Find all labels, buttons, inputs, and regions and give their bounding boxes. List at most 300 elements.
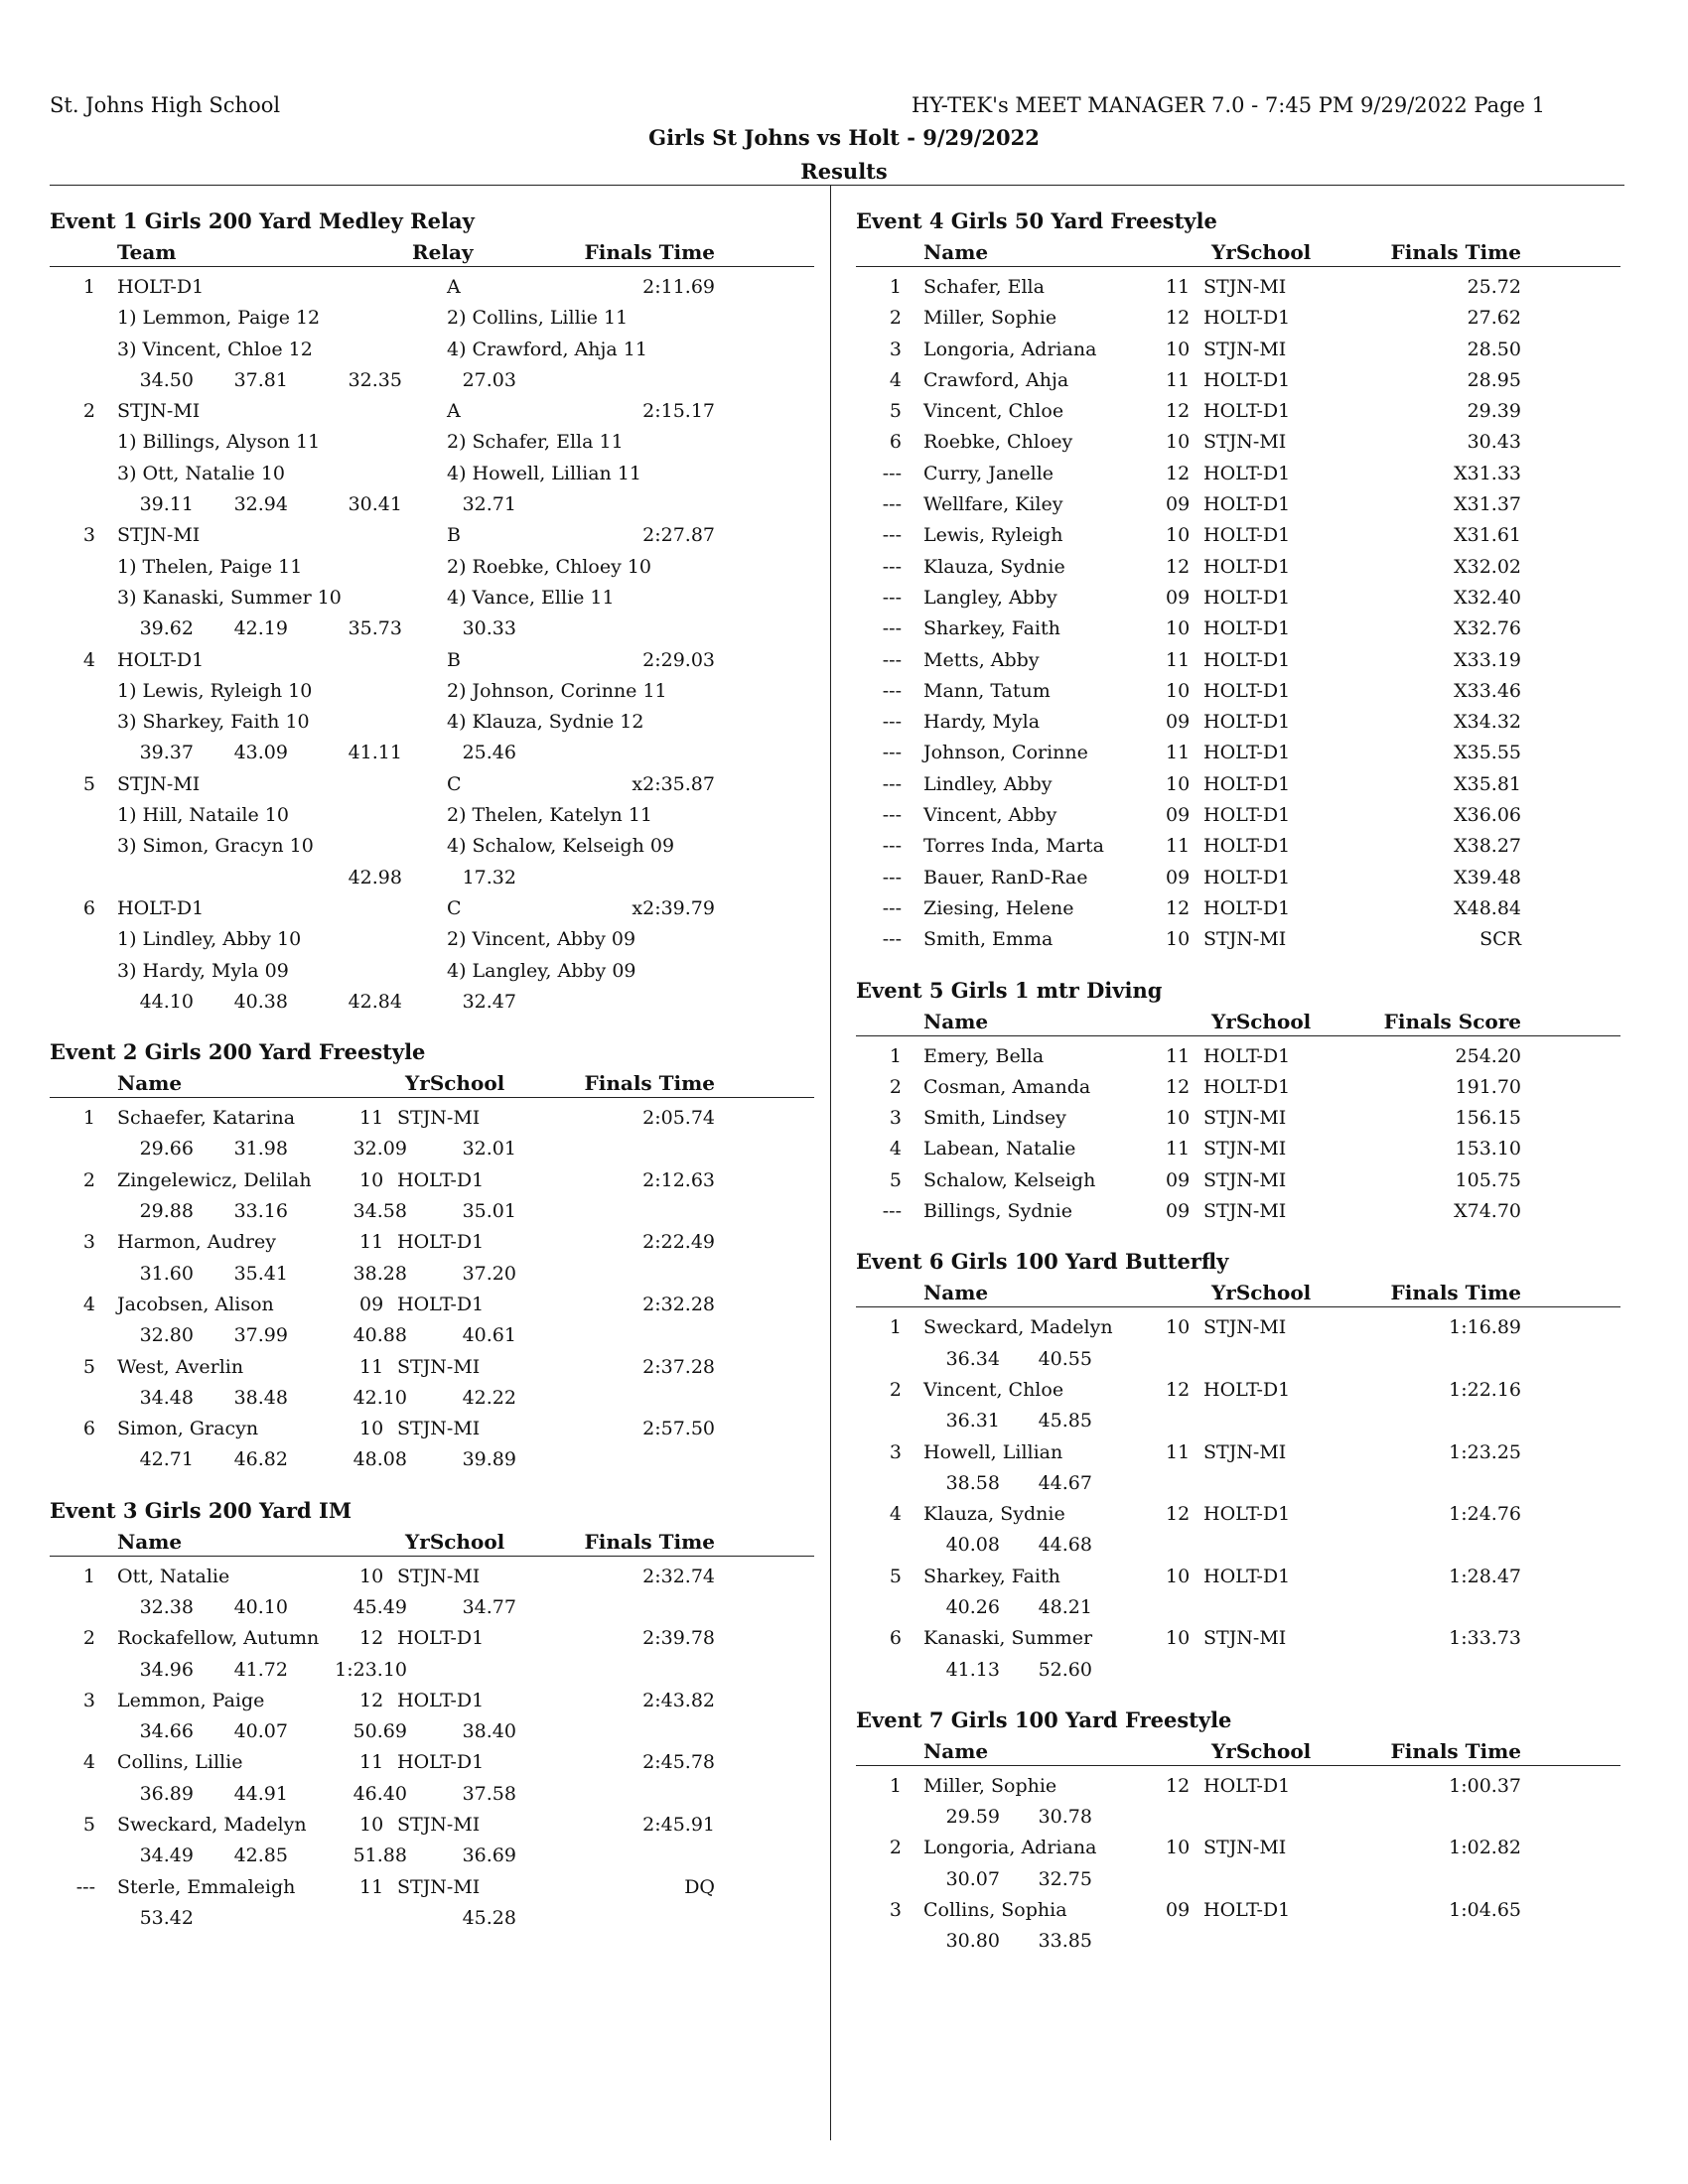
school-name: St. Johns High School — [50, 93, 281, 117]
swimmer-school: STJN-MI — [1203, 276, 1287, 298]
swimmer-year: 10 — [359, 1814, 384, 1837]
result-row — [50, 1747, 814, 1778]
header-finals: Finals Score — [1383, 1009, 1521, 1033]
result-row — [856, 1562, 1620, 1592]
finals-time: 2:11.69 — [642, 276, 715, 298]
relay-swimmers-row — [50, 800, 814, 831]
split-time: 53.42 — [139, 1906, 194, 1929]
place: --- — [882, 648, 902, 671]
splits-row — [50, 489, 814, 520]
split-time: 51.88 — [352, 1844, 407, 1867]
place: --- — [882, 928, 902, 951]
split-time: 44.91 — [233, 1782, 288, 1805]
place: 1 — [82, 1565, 95, 1587]
place: 6 — [82, 896, 95, 919]
swimmer-name: Hardy, Myla — [923, 711, 1041, 734]
header-relay: Relay — [412, 240, 474, 264]
header-name: Name — [923, 1281, 989, 1305]
splits-row — [50, 1259, 814, 1290]
splits-row — [50, 1134, 814, 1164]
swimmer-school: HOLT-D1 — [1203, 866, 1291, 888]
result-row — [856, 1499, 1620, 1530]
header-yrschool: YrSchool — [405, 1529, 505, 1554]
swimmer-name: Metts, Abby — [923, 648, 1040, 671]
swimmer-name: Harmon, Audrey — [117, 1231, 276, 1254]
result-row — [50, 1414, 814, 1444]
result-row — [856, 1072, 1620, 1103]
splits-row — [50, 863, 814, 893]
column-header — [856, 1279, 1620, 1307]
finals-time: X32.40 — [1454, 586, 1521, 609]
finals-time: 2:45.78 — [642, 1751, 715, 1774]
finals-time: 1:28.47 — [1449, 1565, 1521, 1587]
place: --- — [882, 1200, 902, 1223]
swimmer-school: STJN-MI — [1203, 1107, 1287, 1130]
swimmer-name: Wellfare, Kiley — [923, 493, 1063, 516]
split-time: 27.03 — [462, 368, 516, 391]
result-row — [50, 520, 814, 551]
split-time: 34.96 — [139, 1658, 194, 1681]
left-column — [50, 205, 814, 1952]
relay-swimmer: 1) Lindley, Abby 10 — [117, 928, 302, 951]
header-divider — [50, 185, 1624, 186]
swimmer-school: STJN-MI — [1203, 1168, 1287, 1191]
split-time: 39.37 — [139, 742, 194, 764]
finals-time: 1:16.89 — [1449, 1316, 1521, 1339]
relay-swimmers-row — [50, 831, 814, 862]
finals-time: X35.81 — [1454, 772, 1521, 795]
place: --- — [882, 772, 902, 795]
swimmer-school: STJN-MI — [397, 1875, 481, 1898]
swimmer-name: Miller, Sophie — [923, 1774, 1057, 1797]
swimmer-name: Smith, Lindsey — [923, 1107, 1066, 1130]
relay-swimmer: 4) Klauza, Sydnie 12 — [447, 711, 644, 734]
swimmer-name: Schaefer, Katarina — [117, 1107, 296, 1130]
team-name: HOLT-D1 — [117, 648, 205, 671]
swimmer-name: Vincent, Chloe — [923, 1378, 1064, 1401]
swimmer-year: 10 — [359, 1418, 384, 1440]
swimmer-year: 09 — [1166, 1200, 1191, 1223]
place: --- — [882, 462, 902, 484]
header-finals: Finals Time — [1390, 240, 1521, 264]
result-row — [50, 1103, 814, 1134]
swimmer-year: 12 — [1166, 400, 1191, 423]
relay-swimmers-row — [50, 303, 814, 334]
swimmer-name: Longoria, Adriana — [923, 338, 1097, 360]
result-row — [856, 1623, 1620, 1654]
column-header — [856, 1008, 1620, 1036]
place: 3 — [82, 1231, 95, 1254]
meet-manager-info: HY-TEK's MEET MANAGER 7.0 - 7:45 PM 9/29/2022 Page 1 — [911, 93, 1545, 117]
result-row — [856, 427, 1620, 458]
swimmer-year: 11 — [359, 1231, 384, 1254]
swimmer-school: HOLT-D1 — [1203, 679, 1291, 702]
header-name: Name — [923, 1009, 989, 1033]
split-time: 39.62 — [139, 617, 194, 640]
split-time: 30.41 — [348, 493, 402, 516]
result-row — [856, 520, 1620, 551]
place: 4 — [889, 1503, 902, 1526]
header-yrschool: YrSchool — [1211, 1738, 1312, 1763]
split-time: 30.07 — [945, 1867, 1000, 1890]
relay-swimmer: 2) Thelen, Katelyn 11 — [447, 804, 652, 827]
swimmer-year: 11 — [1166, 1440, 1191, 1463]
finals-time: 2:57.50 — [642, 1418, 715, 1440]
finals-time: 2:05.74 — [642, 1107, 715, 1130]
split-time: 40.88 — [352, 1324, 407, 1347]
place: --- — [882, 866, 902, 888]
event-section — [856, 205, 1620, 956]
relay-letter: C — [447, 772, 462, 795]
result-row — [50, 1290, 814, 1320]
split-time: 1:23.10 — [335, 1658, 407, 1681]
splits-row — [50, 614, 814, 644]
finals-time: 2:27.87 — [642, 524, 715, 547]
split-time: 38.48 — [233, 1386, 288, 1409]
split-time: 40.10 — [233, 1595, 288, 1618]
swimmer-name: Ziesing, Helene — [923, 896, 1074, 919]
result-row — [856, 893, 1620, 924]
swimmer-school: HOLT-D1 — [1203, 555, 1291, 578]
swimmer-year: 12 — [1166, 555, 1191, 578]
relay-swimmer: 4) Schalow, Kelseigh 09 — [447, 835, 675, 858]
split-time: 34.77 — [462, 1595, 516, 1618]
finals-time: 2:22.49 — [642, 1231, 715, 1254]
splits-row — [856, 1592, 1620, 1623]
event-title: Event 1 Girls 200 Yard Medley Relay — [50, 208, 475, 233]
place: 6 — [82, 1418, 95, 1440]
result-row — [856, 1895, 1620, 1926]
finals-time: X33.19 — [1454, 648, 1521, 671]
header-name: Name — [923, 1738, 989, 1763]
split-time: 32.94 — [233, 493, 288, 516]
swimmer-name: Billings, Sydnie — [923, 1200, 1072, 1223]
finals-time: X39.48 — [1454, 866, 1521, 888]
relay-swimmer: 2) Vincent, Abby 09 — [447, 928, 636, 951]
swimmer-name: Schalow, Kelseigh — [923, 1168, 1096, 1191]
relay-swimmer: 1) Lewis, Ryleigh 10 — [117, 679, 313, 702]
result-row — [856, 552, 1620, 583]
relay-swimmer: 3) Ott, Natalie 10 — [117, 462, 285, 484]
header-yrschool: YrSchool — [1211, 1281, 1312, 1305]
split-time: 32.47 — [462, 990, 516, 1013]
swimmer-year: 10 — [1166, 772, 1191, 795]
swimmer-year: 10 — [359, 1565, 384, 1587]
split-time: 31.60 — [139, 1262, 194, 1285]
swimmer-school: HOLT-D1 — [397, 1168, 485, 1191]
relay-swimmers-row — [50, 707, 814, 738]
relay-swimmers-row — [50, 552, 814, 583]
splits-row — [50, 365, 814, 396]
swimmer-name: Sharkey, Faith — [923, 617, 1060, 640]
result-row — [50, 893, 814, 924]
finals-time: x2:39.79 — [632, 896, 715, 919]
finals-time: 1:33.73 — [1449, 1627, 1521, 1650]
place: --- — [882, 493, 902, 516]
splits-row — [50, 1383, 814, 1414]
result-row — [856, 614, 1620, 644]
result-row — [50, 396, 814, 427]
swimmer-school: STJN-MI — [1203, 928, 1287, 951]
split-time: 36.89 — [139, 1782, 194, 1805]
swimmer-name: Schafer, Ella — [923, 276, 1045, 298]
swimmer-school: STJN-MI — [1203, 1200, 1287, 1223]
swimmer-school: HOLT-D1 — [397, 1751, 485, 1774]
header-name: Name — [923, 240, 989, 264]
swimmer-name: Lindley, Abby — [923, 772, 1053, 795]
event-title: Event 6 Girls 100 Yard Butterfly — [856, 1249, 1229, 1275]
split-time: 46.40 — [352, 1782, 407, 1805]
result-row — [856, 645, 1620, 676]
place: --- — [882, 586, 902, 609]
swimmer-school: HOLT-D1 — [1203, 1503, 1291, 1526]
header-yrschool: YrSchool — [405, 1071, 505, 1096]
swimmer-school: HOLT-D1 — [1203, 307, 1291, 330]
split-time: 40.38 — [233, 990, 288, 1013]
swimmer-year: 09 — [359, 1293, 384, 1315]
result-row — [856, 1771, 1620, 1802]
swimmer-school: HOLT-D1 — [1203, 1075, 1291, 1098]
event-title: Event 3 Girls 200 Yard IM — [50, 1497, 352, 1523]
split-time: 34.50 — [139, 368, 194, 391]
swimmer-school: STJN-MI — [1203, 431, 1287, 454]
swimmer-school: HOLT-D1 — [1203, 617, 1291, 640]
header-name: Name — [117, 1071, 183, 1096]
result-row — [856, 335, 1620, 365]
swimmer-school: HOLT-D1 — [1203, 400, 1291, 423]
result-row — [856, 1312, 1620, 1343]
swimmer-name: Curry, Janelle — [923, 462, 1055, 484]
splits-row — [50, 987, 814, 1018]
finals-time: 191.70 — [1455, 1075, 1521, 1098]
finals-time: 1:00.37 — [1449, 1774, 1521, 1797]
finals-time: 1:24.76 — [1449, 1503, 1521, 1526]
relay-swimmers-row — [50, 335, 814, 365]
swimmer-year: 11 — [1166, 1138, 1191, 1160]
finals-time: 254.20 — [1455, 1044, 1521, 1067]
finals-time: 2:15.17 — [642, 400, 715, 423]
place: 3 — [82, 1689, 95, 1711]
event-section — [856, 974, 1620, 1228]
swimmer-year: 10 — [1166, 679, 1191, 702]
swimmer-year: 10 — [1166, 524, 1191, 547]
relay-swimmer: 1) Lemmon, Paige 12 — [117, 307, 321, 330]
finals-time: 27.62 — [1467, 307, 1521, 330]
finals-time: 28.50 — [1467, 338, 1521, 360]
relay-swimmers-row — [50, 583, 814, 614]
swimmer-year: 10 — [1166, 1316, 1191, 1339]
result-row — [856, 1041, 1620, 1072]
team-name: STJN-MI — [117, 524, 201, 547]
relay-swimmer: 3) Simon, Gracyn 10 — [117, 835, 314, 858]
finals-time: 28.95 — [1467, 368, 1521, 391]
result-row — [50, 272, 814, 303]
finals-time: 29.39 — [1467, 400, 1521, 423]
swimmer-year: 12 — [1166, 462, 1191, 484]
relay-swimmers-row — [50, 427, 814, 458]
result-row — [856, 459, 1620, 489]
place: 1 — [82, 1107, 95, 1130]
relay-swimmer: 3) Sharkey, Faith 10 — [117, 711, 310, 734]
splits-row — [50, 738, 814, 768]
header-finals: Finals Time — [1390, 1281, 1521, 1305]
place: 5 — [889, 1565, 902, 1587]
relay-swimmer: 2) Roebke, Chloey 10 — [447, 555, 652, 578]
split-time: 41.13 — [945, 1658, 1000, 1681]
swimmer-name: Torres Inda, Marta — [923, 835, 1104, 858]
event-title: Event 4 Girls 50 Yard Freestyle — [856, 208, 1217, 233]
split-time: 42.19 — [233, 617, 288, 640]
swimmer-school: HOLT-D1 — [1203, 896, 1291, 919]
finals-time: 153.10 — [1455, 1138, 1521, 1160]
relay-swimmer: 4) Vance, Ellie 11 — [447, 586, 615, 609]
result-row — [50, 645, 814, 676]
finals-time: 2:37.28 — [642, 1355, 715, 1378]
split-time: 39.89 — [462, 1448, 516, 1471]
finals-time: 25.72 — [1467, 276, 1521, 298]
finals-time: 1:04.65 — [1449, 1899, 1521, 1922]
result-row — [50, 1227, 814, 1258]
splits-row — [50, 1320, 814, 1351]
place: --- — [882, 835, 902, 858]
place: 6 — [889, 431, 902, 454]
swimmer-school: STJN-MI — [397, 1565, 481, 1587]
swimmer-year: 11 — [359, 1875, 384, 1898]
swimmer-school: STJN-MI — [397, 1418, 481, 1440]
place: 2 — [82, 1627, 95, 1650]
swimmer-year: 09 — [1166, 493, 1191, 516]
split-time: 30.33 — [462, 617, 516, 640]
swimmer-school: HOLT-D1 — [1203, 835, 1291, 858]
place: 2 — [889, 1837, 902, 1859]
swimmer-school: HOLT-D1 — [1203, 1565, 1291, 1587]
split-time: 31.98 — [233, 1138, 288, 1160]
swimmer-year: 11 — [1166, 742, 1191, 764]
swimmer-name: Sweckard, Madelyn — [117, 1814, 307, 1837]
right-column — [856, 205, 1620, 1976]
swimmer-school: HOLT-D1 — [397, 1231, 485, 1254]
column-header — [50, 1528, 814, 1557]
swimmer-name: Klauza, Sydnie — [923, 555, 1065, 578]
result-row — [50, 769, 814, 800]
column-header — [856, 238, 1620, 267]
splits-row — [50, 1903, 814, 1934]
splits-row — [50, 1444, 814, 1475]
split-time: 43.09 — [233, 742, 288, 764]
place: 2 — [889, 1075, 902, 1098]
place: 2 — [82, 400, 95, 423]
result-row — [856, 800, 1620, 831]
place: --- — [882, 555, 902, 578]
swimmer-name: Sharkey, Faith — [923, 1565, 1060, 1587]
event-title: Event 2 Girls 200 Yard Freestyle — [50, 1039, 426, 1065]
result-row — [856, 738, 1620, 768]
splits-row — [856, 1655, 1620, 1686]
results-heading: Results — [800, 159, 888, 184]
result-row — [856, 1437, 1620, 1468]
swimmer-year: 10 — [359, 1168, 384, 1191]
swimmer-year: 11 — [1166, 276, 1191, 298]
split-time: 38.28 — [352, 1262, 407, 1285]
finals-time: x2:35.87 — [632, 772, 715, 795]
place: 5 — [82, 772, 95, 795]
place: 1 — [889, 1316, 902, 1339]
team-name: HOLT-D1 — [117, 276, 205, 298]
swimmer-name: Lewis, Ryleigh — [923, 524, 1063, 547]
swimmer-school: HOLT-D1 — [1203, 804, 1291, 827]
split-time: 44.10 — [139, 990, 194, 1013]
finals-time: 156.15 — [1455, 1107, 1521, 1130]
result-row — [856, 831, 1620, 862]
swimmer-year: 12 — [1166, 1378, 1191, 1401]
place: --- — [882, 524, 902, 547]
swimmer-name: Miller, Sophie — [923, 307, 1057, 330]
splits-row — [50, 1716, 814, 1747]
split-time: 29.88 — [139, 1200, 194, 1223]
splits-row — [856, 1530, 1620, 1561]
relay-swimmers-row — [50, 956, 814, 987]
swimmer-school: HOLT-D1 — [1203, 1378, 1291, 1401]
splits-row — [856, 1468, 1620, 1499]
result-row — [856, 1375, 1620, 1406]
splits-row — [856, 1406, 1620, 1436]
swimmer-school: HOLT-D1 — [1203, 368, 1291, 391]
finals-time: X32.76 — [1454, 617, 1521, 640]
swimmer-name: Rockafellow, Autumn — [117, 1627, 320, 1650]
finals-time: 105.75 — [1455, 1168, 1521, 1191]
relay-letter: A — [447, 400, 461, 423]
split-time: 52.60 — [1038, 1658, 1092, 1681]
relay-swimmer: 4) Langley, Abby 09 — [447, 959, 636, 982]
relay-letter: C — [447, 896, 462, 919]
relay-swimmer: 1) Thelen, Paige 11 — [117, 555, 303, 578]
splits-row — [50, 1779, 814, 1810]
header-finals: Finals Time — [1390, 1738, 1521, 1763]
split-time: 30.78 — [1038, 1806, 1092, 1829]
team-name: STJN-MI — [117, 400, 201, 423]
split-time: 40.26 — [945, 1595, 1000, 1618]
header-finals: Finals Time — [584, 1529, 715, 1554]
swimmer-year: 09 — [1166, 866, 1191, 888]
swimmer-name: Roebke, Chloey — [923, 431, 1073, 454]
swimmer-name: West, Averlin — [117, 1355, 244, 1378]
swimmer-name: Labean, Natalie — [923, 1138, 1076, 1160]
swimmer-year: 11 — [1166, 648, 1191, 671]
split-time: 37.58 — [462, 1782, 516, 1805]
finals-time: X31.33 — [1454, 462, 1521, 484]
column-header — [50, 238, 814, 267]
relay-swimmer: 3) Hardy, Myla 09 — [117, 959, 289, 982]
split-time: 38.40 — [462, 1720, 516, 1743]
result-row — [856, 1165, 1620, 1196]
header-team: Team — [117, 240, 177, 264]
split-time: 36.31 — [945, 1410, 1000, 1433]
relay-swimmer: 2) Schafer, Ella 11 — [447, 431, 624, 454]
split-time: 48.21 — [1038, 1595, 1092, 1618]
result-row — [856, 769, 1620, 800]
place: 1 — [889, 1774, 902, 1797]
event-title: Event 5 Girls 1 mtr Diving — [856, 977, 1163, 1003]
swimmer-name: Mann, Tatum — [923, 679, 1051, 702]
swimmer-school: STJN-MI — [397, 1107, 481, 1130]
relay-swimmers-row — [50, 924, 814, 955]
swimmer-year: 11 — [1166, 835, 1191, 858]
split-time: 41.11 — [348, 742, 402, 764]
swimmer-year: 09 — [1166, 711, 1191, 734]
relay-letter: A — [447, 276, 461, 298]
result-row — [856, 1196, 1620, 1227]
swimmer-year: 11 — [359, 1751, 384, 1774]
